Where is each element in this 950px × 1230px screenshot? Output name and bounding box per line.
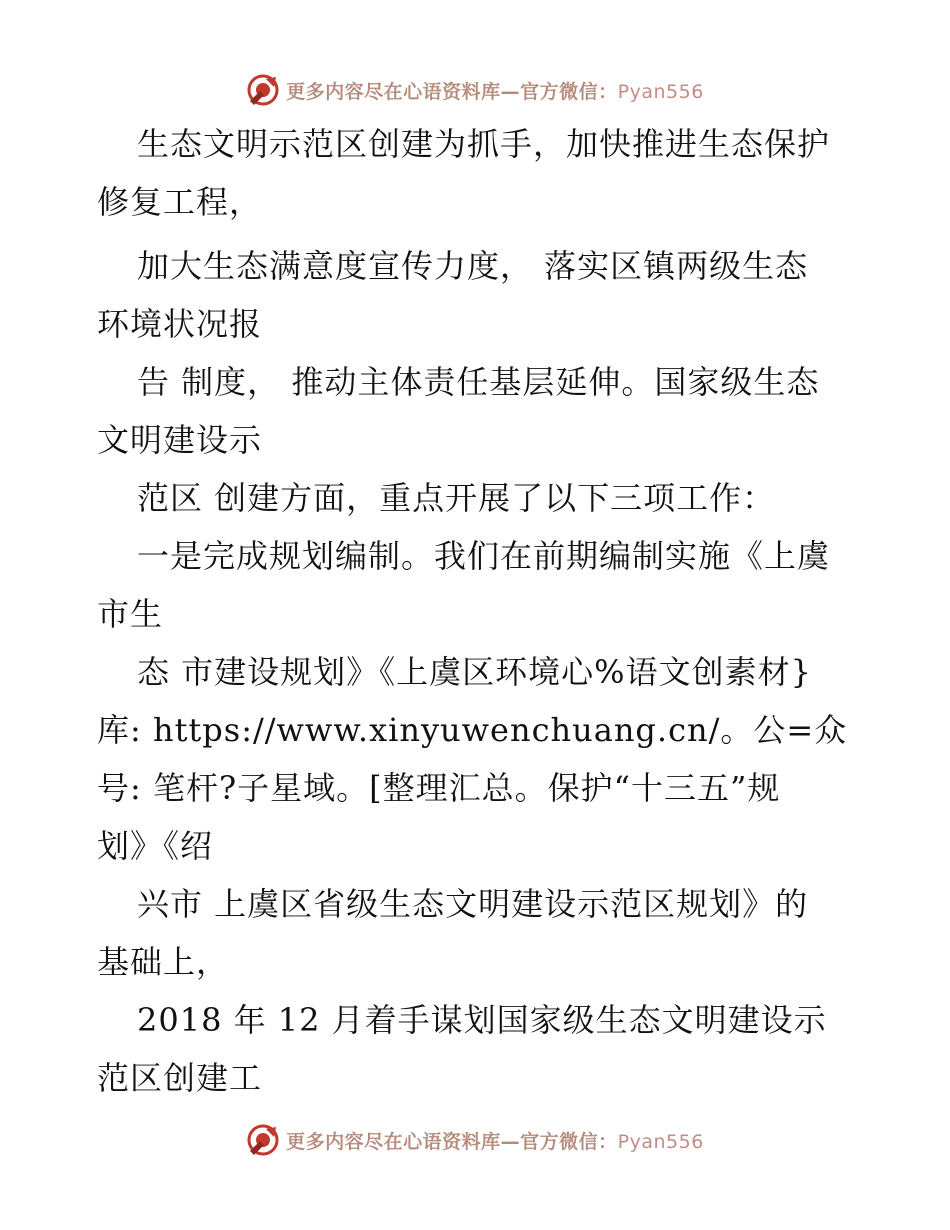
body-line: 库: https://www.xinyuwenchuang.cn/。公=众 [97,711,848,749]
body-line: 兴市 上虞区省级生态文明建设示范区规划》的 [137,885,809,923]
header-promo-text [286,77,704,104]
body-line: 告 制度， 推动主体责任基层延伸。国家级生态 [137,363,820,401]
body-line: 文明建设示 [97,421,263,459]
pen-logo-icon [246,1123,280,1157]
body-line: 修复工程， [97,183,263,221]
body-line: 号: 笔杆?子星域。[整理汇总。保护“十三五”规 [97,769,781,807]
header-banner [0,70,950,110]
footer-banner [0,1120,950,1160]
footer-banner-text: 更多内容尽在心语资料库—官方微信： [286,1130,618,1153]
body-line: 范区 创建方面，重点开展了以下三项工作： [137,479,776,517]
header-banner-text: 更多内容尽在心语资料库—官方微信： [286,80,618,103]
pen-logo-icon [246,73,280,107]
body-line: 环境状况报 [97,305,263,343]
body-line: 加大生态满意度宣传力度， 落实区镇两级生态 [137,247,809,285]
body-line: 2018 年 12 月着手谋划国家级生态文明建设示 [137,1001,827,1039]
body-line: 态 市建设规划》《上虞区环境心%语文创素材} [137,653,812,691]
body-line: 生态文明示范区创建为抓手，加快推进生态保护 [137,125,831,163]
body-line: 基础上， [97,943,230,981]
footer-wechat-id: Pyan556 [617,1130,704,1153]
body-line: 市生 [97,595,164,633]
header-wechat-id: Pyan556 [617,80,704,103]
body-line: 一是完成规划编制。我们在前期编制实施《上虞 [137,537,831,575]
footer-promo-text [286,1127,704,1154]
body-line: 范区创建工 [97,1059,263,1097]
body-line: 划》《绍 [97,827,214,865]
